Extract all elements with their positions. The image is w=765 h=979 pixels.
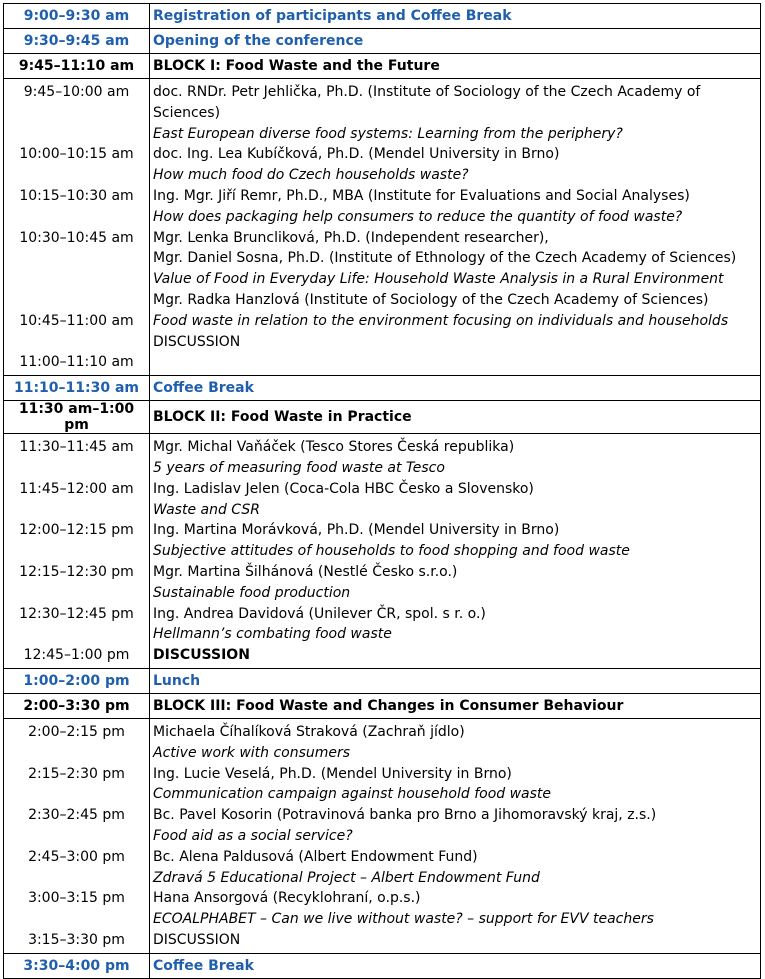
talk-title: Food aid as a social service? — [153, 827, 353, 844]
time-column — [4, 79, 150, 376]
talk-title: How much food do Czech households waste? — [153, 167, 469, 184]
talk-title: 5 years of measuring food waste at Tesco — [153, 459, 445, 476]
talk-column — [150, 718, 761, 953]
talk-time: 2:30–2:45 pm — [28, 807, 125, 824]
talk-title: Hellmann’s combating food waste — [153, 626, 392, 643]
talk-title: Sustainable food production — [153, 584, 351, 601]
time-cell: 3:30–4:00 pm — [4, 953, 150, 978]
talk-time: 10:15–10:30 am — [19, 187, 134, 204]
block-1-talks — [4, 79, 761, 376]
talk-title: Value of Food in Everyday Life: Household Waste Analysis in a Rural Environment — [153, 271, 724, 288]
talk-time: 12:45–1:00 pm — [23, 647, 130, 664]
programme-row-coffee-break-2 — [4, 953, 761, 978]
title-cell: Coffee Break — [150, 376, 761, 401]
time-column — [4, 718, 150, 953]
talk-title: East European diverse food systems: Learning from the periphery? — [153, 125, 623, 142]
talk-time: 10:00–10:15 am — [19, 146, 134, 163]
talk-title: Subjective attitudes of households to food shopping and food waste — [153, 543, 630, 560]
speaker: doc. RNDr. Petr Jehlička, Ph.D. (Institute of Sociology of the Czech Academy of Sciences) — [153, 84, 701, 121]
talk-time: 2:45–3:00 pm — [28, 848, 125, 865]
title-cell: Lunch — [150, 668, 761, 693]
time-cell: 9:00–9:30 am — [4, 4, 150, 29]
block-3-talks — [4, 718, 761, 953]
talk-title: ECOALPHABET – Can we live without waste? – support for EVV teachers — [153, 911, 654, 928]
time-cell: 11:30 am–1:00 pm — [4, 401, 150, 434]
speaker: Ing. Mgr. Jiří Remr, Ph.D., MBA (Institute for Evaluations and Social Analyses) — [153, 187, 690, 204]
talk-time: 12:00–12:15 pm — [19, 522, 134, 539]
talk-title: Zdravá 5 Educational Project – Albert Endowment Fund — [153, 869, 540, 886]
speaker: Mgr. Lenka Bruncliková, Ph.D. (Independent researcher), — [153, 229, 549, 246]
programme-row-lunch — [4, 668, 761, 693]
conference-programme-table — [3, 3, 761, 979]
discussion-label: DISCUSSION — [153, 647, 250, 664]
talk-time: 3:15–3:30 pm — [28, 931, 125, 948]
programme-row-registration — [4, 4, 761, 29]
talk-title: Active work with consumers — [153, 744, 351, 761]
speaker: Bc. Pavel Kosorin (Potravinová banka pro Brno a Jihomoravský kraj, z.s.) — [153, 807, 657, 824]
talk-time: 3:00–3:15 pm — [28, 890, 125, 907]
block-header-2 — [4, 401, 761, 434]
block-title: BLOCK I: Food Waste and the Future — [150, 54, 761, 79]
speaker: doc. Ing. Lea Kubíčková, Ph.D. (Mendel University in Brno) — [153, 146, 560, 163]
time-cell: 9:45–11:10 am — [4, 54, 150, 79]
talk-time: 2:15–2:30 pm — [28, 765, 125, 782]
talk-title: Food waste in relation to the environment focusing on individuals and households — [153, 312, 729, 329]
talk-time: 11:00–11:10 am — [19, 354, 134, 371]
talk-time: 11:45–12:00 am — [19, 480, 134, 497]
discussion-label: DISCUSSION — [153, 333, 241, 350]
speaker: Mgr. Radka Hanzlová (Institute of Sociology of the Czech Academy of Sciences) — [153, 291, 709, 308]
programme-row-opening — [4, 29, 761, 54]
block-header-1 — [4, 54, 761, 79]
discussion-label: DISCUSSION — [153, 931, 241, 948]
speaker: Ing. Lucie Veselá, Ph.D. (Mendel University in Brno) — [153, 765, 512, 782]
talk-title: Waste and CSR — [153, 501, 260, 518]
talk-time: 10:30–10:45 am — [19, 229, 134, 246]
block-2-talks — [4, 434, 761, 669]
talk-time: 9:45–10:00 am — [23, 84, 130, 100]
speaker: Mgr. Daniel Sosna, Ph.D. (Institute of Ethnology of the Czech Academy of Sciences) — [153, 250, 737, 267]
speaker: Mgr. Martina Šilhánová (Nestlé Česko s.r.o.) — [153, 563, 458, 580]
block-header-3 — [4, 693, 761, 718]
talk-time: 2:00–2:15 pm — [28, 723, 125, 740]
block-title: BLOCK II: Food Waste in Practice — [150, 401, 761, 434]
speaker: Ing. Martina Morávková, Ph.D. (Mendel University in Brno) — [153, 522, 560, 539]
talk-time: 10:45–11:00 am — [19, 312, 134, 329]
title-cell: Opening of the conference — [150, 29, 761, 54]
talk-time: 11:30–11:45 am — [19, 439, 134, 456]
talk-time: 12:15–12:30 pm — [19, 563, 134, 580]
talk-time: 12:30–12:45 pm — [19, 605, 134, 622]
title-cell: Registration of participants and Coffee Break — [150, 4, 761, 29]
time-cell: 9:30–9:45 am — [4, 29, 150, 54]
speaker: Ing. Andrea Davidová (Unilever ČR, spol. s r. o.) — [153, 605, 486, 622]
talk-title: Communication campaign against household food waste — [153, 786, 552, 803]
speaker: Hana Ansorgová (Recyklohraní, o.p.s.) — [153, 890, 421, 907]
programme-row-coffee-break — [4, 376, 761, 401]
block-title: BLOCK III: Food Waste and Changes in Consumer Behaviour — [150, 693, 761, 718]
talk-title: How does packaging help consumers to reduce the quantity of food waste? — [153, 208, 683, 225]
talk-column — [150, 434, 761, 669]
talk-column — [150, 79, 761, 376]
speaker: Mgr. Michal Vaňáček (Tesco Stores Česká republika) — [153, 439, 515, 456]
speaker: Michaela Číhalíková Straková (Zachraň jídlo) — [153, 723, 465, 740]
time-cell: 2:00–3:30 pm — [4, 693, 150, 718]
time-cell: 1:00–2:00 pm — [4, 668, 150, 693]
time-column — [4, 434, 150, 669]
title-cell: Coffee Break — [150, 953, 761, 978]
speaker: Ing. Ladislav Jelen (Coca-Cola HBC Česko a Slovensko) — [153, 480, 534, 497]
time-cell: 11:10–11:30 am — [4, 376, 150, 401]
speaker: Bc. Alena Paldusová (Albert Endowment Fund) — [153, 848, 478, 865]
